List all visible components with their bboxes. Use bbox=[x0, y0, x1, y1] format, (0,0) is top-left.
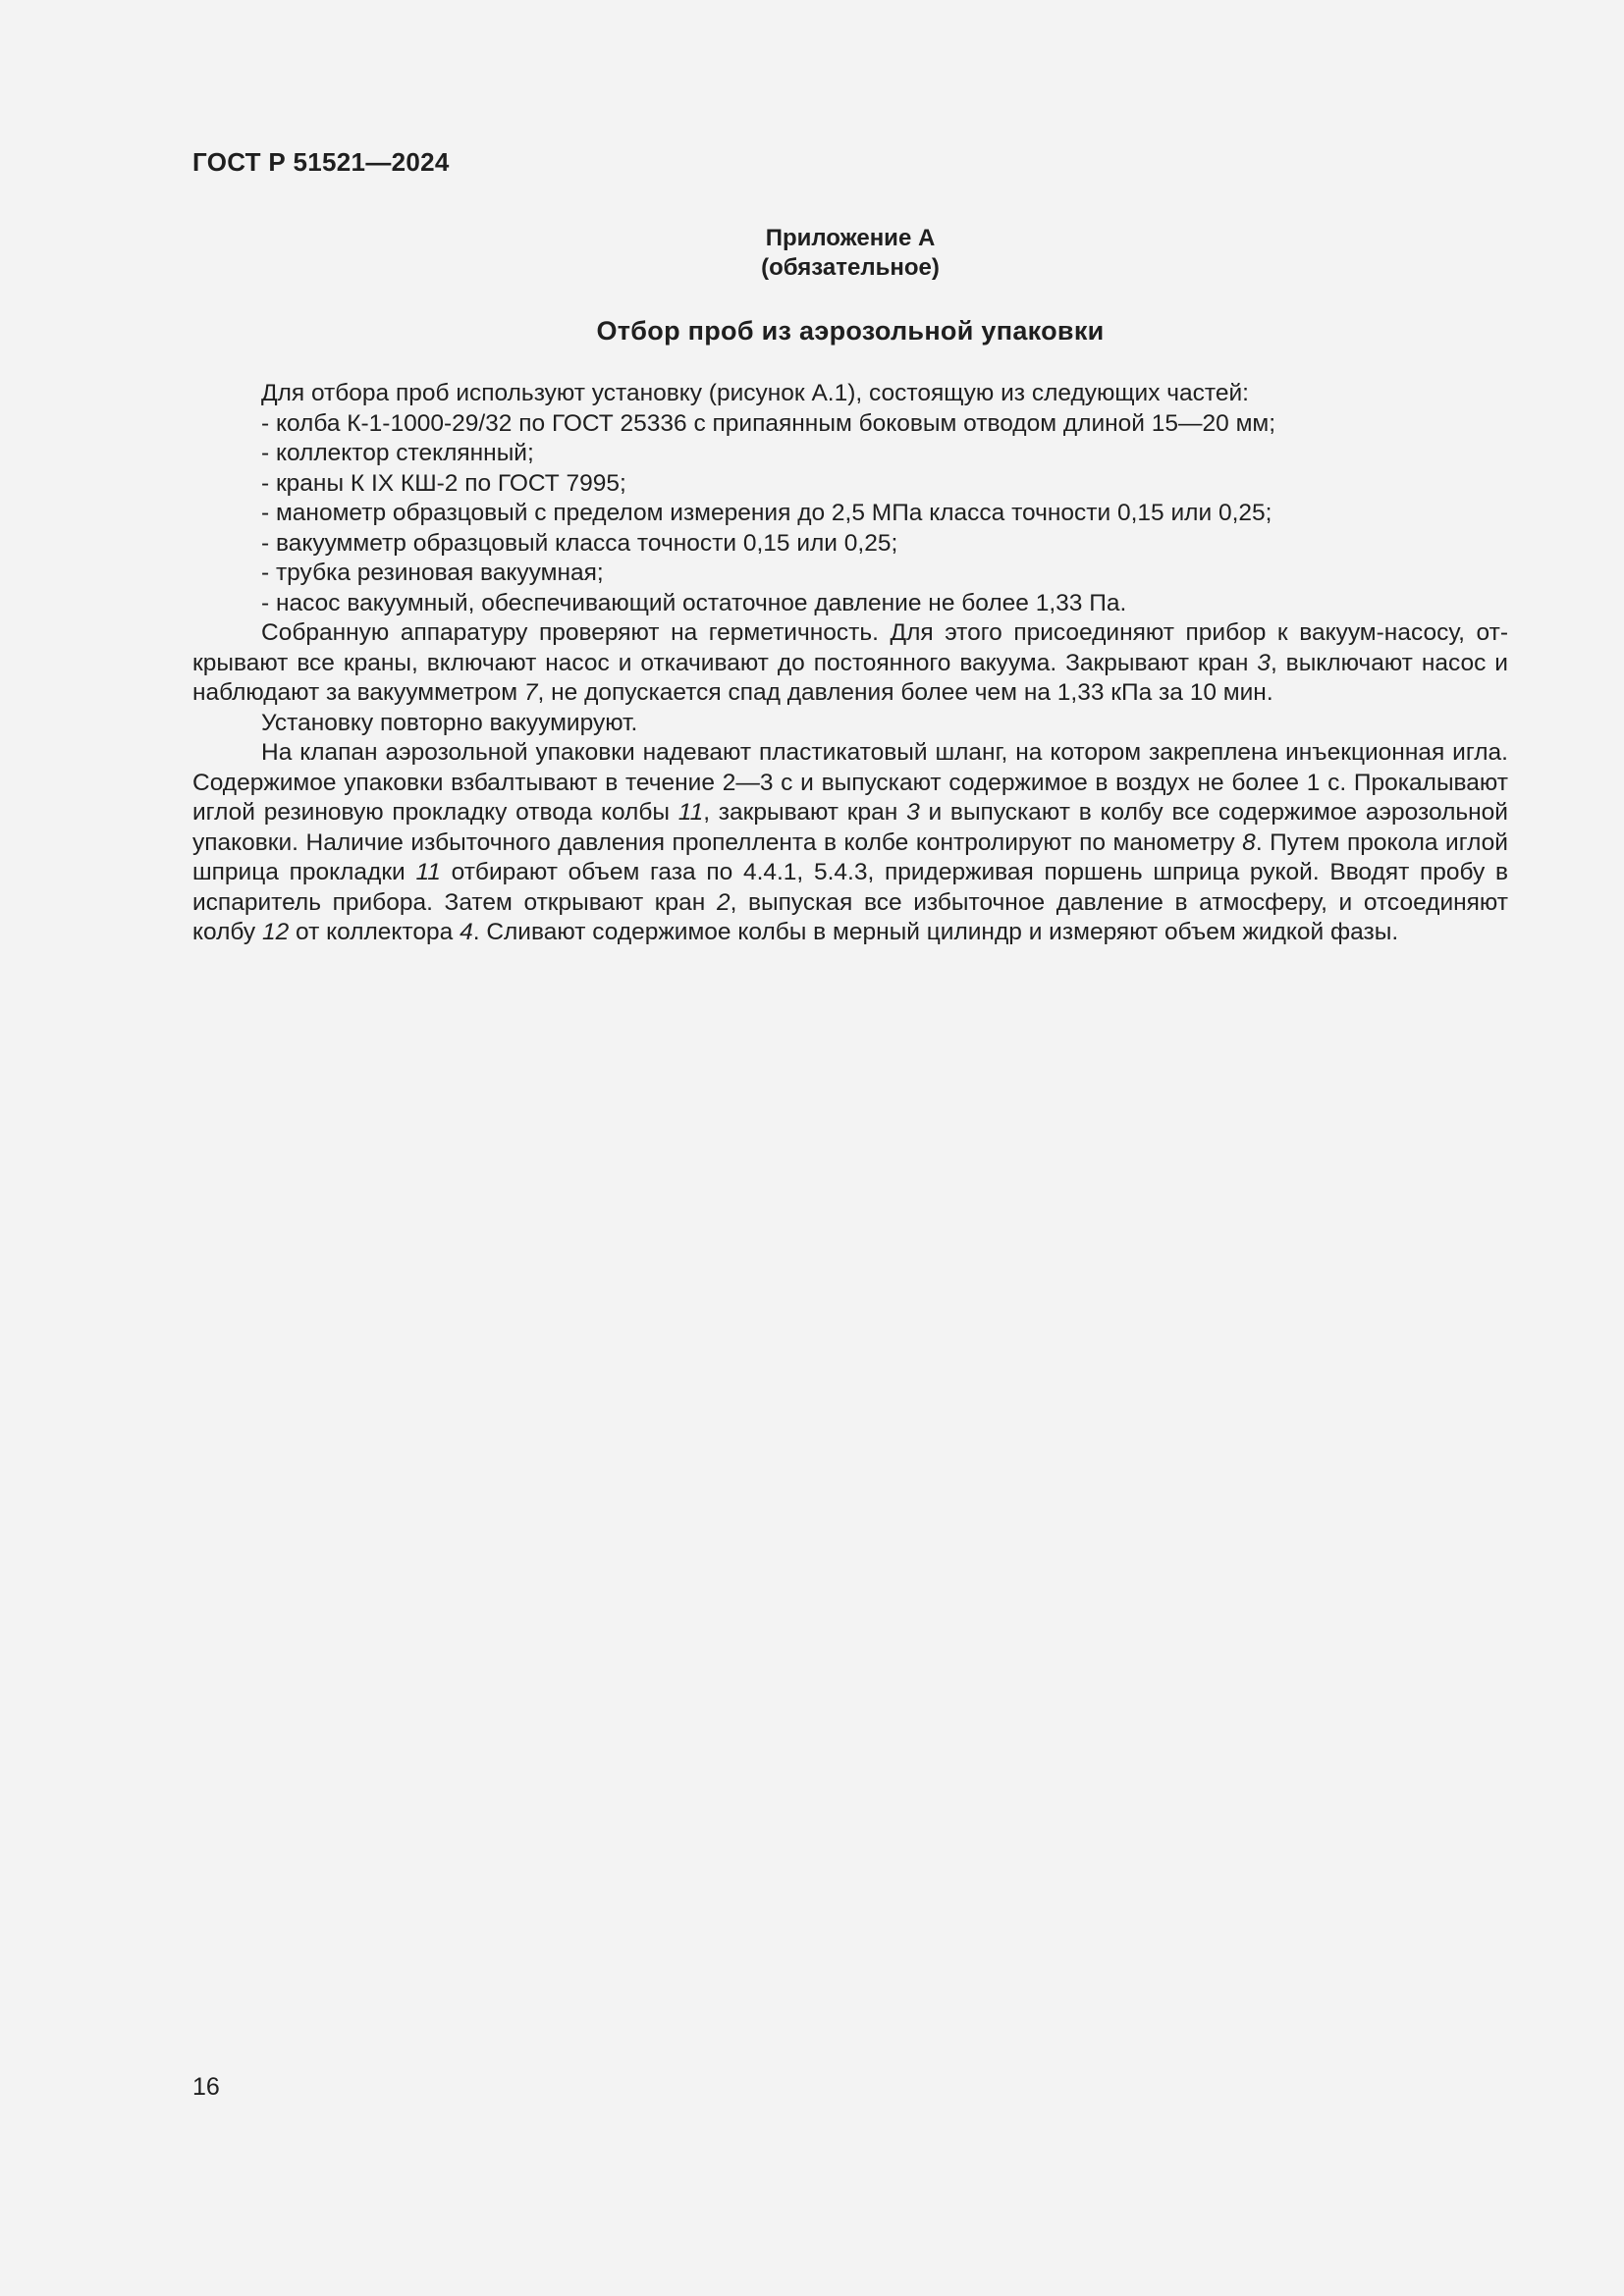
text-run: , закрывают кран bbox=[703, 799, 907, 826]
list-item: - вакуумметр образцовый класса точности 0,15 или 0,25; bbox=[261, 529, 898, 557]
text-run: , выключают насос и наблюдают за вакуумметром bbox=[192, 649, 1508, 706]
reference-number: 4 bbox=[460, 919, 473, 945]
text-run: . Сливают содержимое колбы в мерный цилиндр и измеряют объем жидкой фазы. bbox=[472, 919, 1399, 945]
list-item: - насос вакуумный, обеспечивающий остаточное давление не более 1,33 Па. bbox=[261, 589, 1127, 616]
reference-number: 3 bbox=[1257, 649, 1271, 676]
document-number: ГОСТ Р 51521—2024 bbox=[192, 147, 450, 177]
text-run: , не допускается спад давления более чем на 1,33 кПа за 10 мин. bbox=[537, 679, 1273, 706]
text-run: Собранную аппаратуру проверяют на герметичность. Для этого присоединяют прибор к вакуум-насосу, открывают все краны, включают насос и откачивают до постоянного вакуума. Закрывают кран bbox=[192, 619, 1508, 676]
intro-paragraph: Для отбора проб используют установку (рисунок А.1), состоящую из следующих частей: bbox=[261, 380, 1249, 406]
list-item: - колба К-1-1000-29/32 по ГОСТ 25336 с припаянным боковым отводом длиной 15—20 мм; bbox=[261, 409, 1276, 437]
reference-number: 3 bbox=[906, 799, 920, 826]
body-text bbox=[192, 379, 1508, 948]
text-run: отбирают объем газа по 4.4.1, 5.4.3, придерживая поршень шприца рукой. Вводят пробу в испаритель прибора. Затем открывают кран bbox=[192, 859, 1509, 916]
appendix-status: (обязательное) bbox=[761, 254, 940, 281]
text-run: и выпускают в колбу все содержимое аэрозольной упаковки. Наличие избыточного давления пропеллента в колбе контролируют по манометру bbox=[192, 799, 1508, 856]
appendix-heading bbox=[192, 224, 1508, 283]
list-item: - трубка резиновая вакуумная; bbox=[261, 560, 604, 586]
list-item: - коллектор стеклянный; bbox=[261, 440, 534, 466]
reference-number: 2 bbox=[716, 888, 731, 916]
revacuum-paragraph: Установку повторно вакуумируют. bbox=[261, 709, 638, 736]
list-item: - манометр образцовый с пределом измерения до 2,5 МПа класса точности 0,15 или 0,25; bbox=[261, 500, 1272, 526]
appendix-title: Приложение А bbox=[765, 225, 936, 251]
reference-number: 11 bbox=[677, 799, 704, 826]
text-run: от коллектора bbox=[289, 919, 460, 945]
text-run: . Путем прокола иглой шприца прокладки bbox=[192, 828, 1508, 885]
reference-number: 11 bbox=[415, 859, 441, 885]
section-title: Отбор проб из аэрозольной упаковки bbox=[596, 316, 1105, 346]
reference-number: 7 bbox=[523, 679, 538, 706]
text-run: , выпуская все избыточное давление в атмосферу, и отсоединяют колбу bbox=[192, 888, 1508, 945]
list-item: - краны К IX КШ-2 по ГОСТ 7995; bbox=[261, 469, 626, 497]
leak-check-paragraph bbox=[192, 618, 1508, 709]
reference-number: 8 bbox=[1242, 828, 1256, 856]
text-run: На клапан аэрозольной упаковки надевают пластикатовый шланг, на котором закреплена инъекционная игла. Содержимое упаковки взбалтывают в течение 2—3 с и выпускают содержимое в воздух не более 1 с. Прокалывают иглой резиновую прокладку отвода колбы bbox=[192, 739, 1508, 826]
sampling-paragraph bbox=[192, 738, 1508, 948]
reference-number: 12 bbox=[261, 919, 290, 945]
page-number: 16 bbox=[192, 2073, 220, 2101]
